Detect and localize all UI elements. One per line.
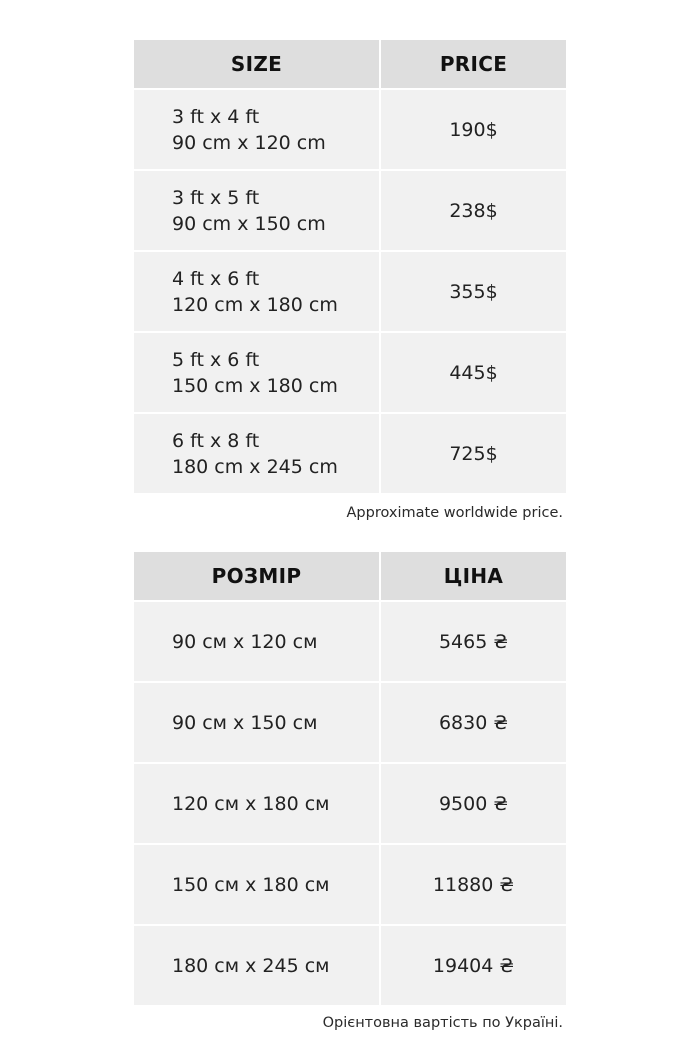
size-cm: 150 cm x 180 cm [172, 374, 338, 397]
table-row [134, 682, 566, 763]
price-cell: 6830 ₴ [380, 682, 566, 763]
size-cell: 150 см x 180 см [134, 844, 380, 925]
table-row [134, 332, 566, 413]
size-cell: 120 см x 180 см [134, 763, 380, 844]
price-cell: 5465 ₴ [380, 601, 566, 682]
table-row [134, 763, 566, 844]
size-ft: 3 ft x 4 ft [172, 105, 260, 128]
table-row [134, 413, 566, 493]
table-row [134, 844, 566, 925]
size-cell: 90 см x 150 см [134, 682, 380, 763]
price-cell: 445$ [380, 332, 566, 413]
size-cm: 90 cm x 150 cm [172, 212, 326, 235]
table-row [134, 925, 566, 1005]
table-header-row [134, 40, 566, 89]
table-header-row [134, 552, 566, 601]
size-cell: 90 см x 120 см [134, 601, 380, 682]
size-ft: 3 ft x 5 ft [172, 186, 260, 209]
price-cell: 355$ [380, 251, 566, 332]
table-row [134, 601, 566, 682]
size-column-header: РОЗМІР [134, 552, 380, 601]
ukraine-price-note: Орієнтовна вартість по Україні. [322, 1015, 563, 1031]
price-column-header: ЦІНА [380, 552, 566, 601]
price-cell: 11880 ₴ [380, 844, 566, 925]
table-row [134, 89, 566, 170]
size-cell [134, 89, 380, 170]
price-table-ukraine [134, 552, 566, 1005]
size-cell [134, 170, 380, 251]
table-row [134, 251, 566, 332]
price-table-worldwide [134, 40, 566, 493]
worldwide-price-note: Approximate worldwide price. [346, 505, 563, 521]
price-column-header: PRICE [380, 40, 566, 89]
size-cell [134, 251, 380, 332]
price-cell: 19404 ₴ [380, 925, 566, 1005]
size-column-header: SIZE [134, 40, 380, 89]
size-cm: 120 cm x 180 cm [172, 293, 338, 316]
size-cell [134, 332, 380, 413]
price-cell: 238$ [380, 170, 566, 251]
size-ft: 4 ft x 6 ft [172, 267, 260, 290]
size-ft: 6 ft x 8 ft [172, 429, 260, 452]
size-cell [134, 413, 380, 493]
price-cell: 9500 ₴ [380, 763, 566, 844]
size-cell: 180 см x 245 см [134, 925, 380, 1005]
size-cm: 180 cm x 245 cm [172, 455, 338, 478]
size-ft: 5 ft x 6 ft [172, 348, 260, 371]
price-cell: 725$ [380, 413, 566, 493]
price-cell: 190$ [380, 89, 566, 170]
table-row [134, 170, 566, 251]
size-cm: 90 cm x 120 cm [172, 131, 326, 154]
